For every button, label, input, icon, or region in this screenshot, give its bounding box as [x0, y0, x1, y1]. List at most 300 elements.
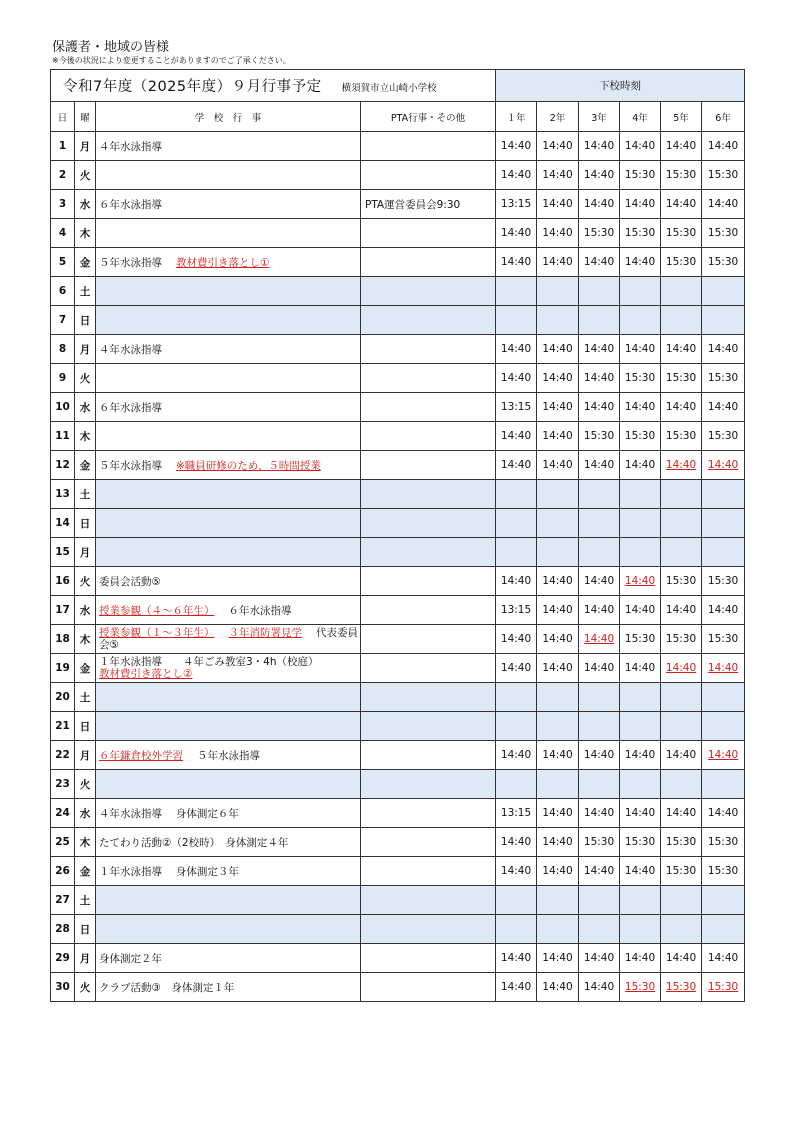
schedule-row [51, 538, 745, 567]
weekday-cell: 土 [75, 886, 96, 915]
dismissal-time-cell [579, 364, 620, 393]
highlighted-event: 授業参観（４～６年生） [99, 604, 215, 617]
dismissal-time-cell [579, 799, 620, 828]
weekday-cell: 月 [75, 132, 96, 161]
column-header-row [51, 102, 745, 132]
dismissal-time: 14:40 [583, 807, 615, 819]
schedule-notice: ※今後の状況により変更することがありますのでご了承ください。 [52, 56, 291, 65]
dismissal-time: 15:30 [707, 227, 739, 239]
dismissal-time-cell [620, 567, 661, 596]
dismissal-time-cell [702, 451, 745, 480]
event-text: ５年水泳指導 [197, 749, 260, 762]
changed-dismissal-time: 14:40 [665, 459, 697, 471]
dismissal-time-cell [661, 973, 702, 1002]
dismissal-time: 14:40 [583, 401, 615, 413]
dismissal-time-cell [620, 538, 661, 567]
dismissal-time: 14:40 [542, 140, 573, 152]
dismissal-time: 14:40 [665, 198, 697, 210]
schedule-row [51, 915, 745, 944]
schedule-row [51, 886, 745, 915]
dismissal-time: 14:40 [542, 807, 573, 819]
dismissal-time-cell [579, 306, 620, 335]
schedule-row [51, 451, 745, 480]
pta-event-cell [361, 335, 496, 364]
dismissal-time-cell [661, 625, 702, 654]
day-cell: 6 [51, 277, 75, 306]
schedule-row [51, 567, 745, 596]
dismissal-time: 14:40 [500, 227, 532, 239]
weekday-cell: 火 [75, 973, 96, 1002]
dismissal-time-cell [620, 799, 661, 828]
dismissal-time: 15:30 [665, 372, 697, 384]
day-cell: 27 [51, 886, 75, 915]
pta-event-cell [361, 683, 496, 712]
dismissal-time-cell [496, 857, 537, 886]
dismissal-time: 14:40 [583, 169, 615, 181]
dismissal-time: 15:30 [707, 633, 739, 645]
dismissal-time-cell [579, 915, 620, 944]
schedule-row [51, 509, 745, 538]
dismissal-time-cell [620, 190, 661, 219]
dismissal-time-cell [702, 654, 745, 683]
day-cell: 28 [51, 915, 75, 944]
dismissal-time-cell [620, 857, 661, 886]
dismissal-time-cell [702, 306, 745, 335]
changed-dismissal-time: 14:40 [707, 662, 739, 674]
day-cell: 29 [51, 944, 75, 973]
col-header-dow: 曜 [75, 102, 96, 132]
dismissal-time-cell [579, 480, 620, 509]
schedule-row [51, 828, 745, 857]
weekday-cell: 金 [75, 248, 96, 277]
school-event-cell [96, 654, 361, 683]
day-cell: 3 [51, 190, 75, 219]
dismissal-time: 14:40 [624, 662, 656, 674]
dismissal-time-cell [579, 944, 620, 973]
dismissal-time-cell [537, 973, 579, 1002]
school-event-cell [96, 161, 361, 190]
pta-event-cell [361, 741, 496, 770]
dismissal-time-cell [702, 944, 745, 973]
dismissal-time-cell [579, 451, 620, 480]
dismissal-time: 14:40 [542, 981, 573, 993]
dismissal-time: 14:40 [583, 749, 615, 761]
dismissal-time-cell [702, 596, 745, 625]
dismissal-time: 14:40 [542, 952, 573, 964]
dismissal-time: 14:40 [707, 807, 739, 819]
dismissal-time: 14:40 [542, 459, 573, 471]
day-cell: 18 [51, 625, 75, 654]
dismissal-time: 14:40 [583, 343, 615, 355]
event-text: ５年水泳指導 [99, 256, 162, 269]
dismissal-time: 14:40 [542, 836, 573, 848]
pta-event-cell [361, 538, 496, 567]
dismissal-time-cell [496, 248, 537, 277]
dismissal-time: 14:40 [500, 256, 532, 268]
dismissal-time-cell [537, 422, 579, 451]
dismissal-time-cell [537, 306, 579, 335]
dismissal-time-cell [702, 538, 745, 567]
dismissal-time: 14:40 [707, 604, 739, 616]
schedule-row [51, 393, 745, 422]
dismissal-time: 14:40 [542, 865, 573, 877]
dismissal-time: 14:40 [665, 749, 697, 761]
dismissal-time-cell [579, 828, 620, 857]
school-event-cell [96, 538, 361, 567]
pta-event-cell: PTA運営委員会9:30 [361, 190, 496, 219]
dismissal-time-cell [661, 770, 702, 799]
schedule-row [51, 161, 745, 190]
dismissal-time: 14:40 [542, 169, 573, 181]
schedule-row [51, 480, 745, 509]
dismissal-time-cell [496, 422, 537, 451]
event-text: ４年水泳指導 身体測定６年 [99, 807, 239, 820]
pta-event-cell [361, 915, 496, 944]
day-cell: 1 [51, 132, 75, 161]
dismissal-time-cell [661, 567, 702, 596]
dismissal-time-cell [496, 335, 537, 364]
school-event-cell [96, 886, 361, 915]
dismissal-time: 14:40 [707, 401, 739, 413]
dismissal-time: 14:40 [500, 749, 532, 761]
school-event-cell [96, 828, 361, 857]
weekday-cell: 水 [75, 799, 96, 828]
pta-event-cell [361, 857, 496, 886]
dismissal-time: 14:40 [542, 256, 573, 268]
dismissal-time: 15:30 [624, 633, 656, 645]
dismissal-time: 15:30 [665, 430, 697, 442]
dismissal-time: 14:40 [542, 430, 573, 442]
school-event-cell [96, 857, 361, 886]
dismissal-time: 14:40 [624, 401, 656, 413]
dismissal-time-cell [537, 886, 579, 915]
day-cell: 16 [51, 567, 75, 596]
dismissal-time-cell [537, 451, 579, 480]
weekday-cell: 日 [75, 915, 96, 944]
school-event-cell [96, 567, 361, 596]
dismissal-time: 14:40 [624, 459, 656, 471]
weekday-cell: 日 [75, 712, 96, 741]
dismissal-time: 14:40 [500, 140, 532, 152]
dismissal-time-cell [702, 625, 745, 654]
dismissal-time-cell [496, 654, 537, 683]
schedule-table [50, 69, 745, 1002]
dismissal-time-cell [537, 393, 579, 422]
dismissal-time-cell [537, 132, 579, 161]
dismissal-time-cell [496, 393, 537, 422]
dismissal-time-cell [661, 944, 702, 973]
schedule-row [51, 596, 745, 625]
event-text: クラブ活動③ 身体測定１年 [99, 981, 235, 994]
dismissal-time-cell [496, 306, 537, 335]
weekday-cell: 日 [75, 509, 96, 538]
dismissal-time-cell [661, 364, 702, 393]
school-event-cell [96, 480, 361, 509]
dismissal-time-cell [579, 712, 620, 741]
dismissal-time-cell [620, 306, 661, 335]
school-event-cell [96, 712, 361, 741]
dismissal-time-cell [537, 509, 579, 538]
day-cell: 13 [51, 480, 75, 509]
schedule-title: 令和7年度（2025年度）９月行事予定 [63, 79, 322, 95]
dismissal-time-cell [496, 509, 537, 538]
dismissal-time-cell [496, 712, 537, 741]
schedule-row [51, 654, 745, 683]
dismissal-time-cell [620, 132, 661, 161]
day-cell: 26 [51, 857, 75, 886]
changed-dismissal-time: 14:40 [583, 633, 615, 645]
dismissal-time: 14:40 [665, 401, 697, 413]
dismissal-time-header: 下校時刻 [496, 70, 745, 102]
dismissal-time-cell [661, 480, 702, 509]
dismissal-time-cell [579, 393, 620, 422]
dismissal-time: 15:30 [707, 169, 739, 181]
dismissal-time: 15:30 [707, 575, 739, 587]
dismissal-time: 14:40 [542, 575, 573, 587]
dismissal-time-cell [661, 393, 702, 422]
dismissal-time-cell [537, 683, 579, 712]
weekday-cell: 水 [75, 393, 96, 422]
dismissal-time: 14:40 [624, 604, 656, 616]
dismissal-time-cell [496, 277, 537, 306]
dismissal-time: 14:40 [583, 575, 615, 587]
dismissal-time-cell [702, 161, 745, 190]
dismissal-time-cell [537, 857, 579, 886]
dismissal-time: 14:40 [583, 981, 615, 993]
changed-dismissal-time: 14:40 [707, 749, 739, 761]
dismissal-time-cell [661, 422, 702, 451]
pta-event-cell [361, 219, 496, 248]
dismissal-time-cell [702, 248, 745, 277]
dismissal-time: 15:30 [665, 575, 697, 587]
dismissal-time: 14:40 [707, 952, 739, 964]
dismissal-time-cell [537, 915, 579, 944]
dismissal-time-cell [661, 132, 702, 161]
dismissal-time-cell [702, 567, 745, 596]
dismissal-time-cell [620, 741, 661, 770]
dismissal-time-cell [661, 451, 702, 480]
dismissal-time-cell [620, 335, 661, 364]
dismissal-time-cell [496, 480, 537, 509]
dismissal-time-cell [537, 799, 579, 828]
day-cell: 30 [51, 973, 75, 1002]
day-cell: 23 [51, 770, 75, 799]
dismissal-time-cell [620, 277, 661, 306]
dismissal-time: 15:30 [624, 430, 656, 442]
event-text: たてわり活動②（2校時） 身体測定４年 [99, 836, 289, 849]
school-name: 横須賀市立山崎小学校 [341, 83, 437, 94]
dismissal-time-cell [661, 596, 702, 625]
dismissal-time: 14:40 [542, 227, 573, 239]
day-cell: 4 [51, 219, 75, 248]
dismissal-time: 15:30 [583, 836, 615, 848]
dismissal-time-cell [620, 219, 661, 248]
dismissal-time-cell [661, 277, 702, 306]
school-event-cell [96, 190, 361, 219]
event-text: ６年水泳指導 [99, 401, 162, 414]
event-text: ４年水泳指導 [99, 343, 162, 356]
dismissal-time: 14:40 [583, 952, 615, 964]
schedule-row [51, 306, 745, 335]
dismissal-time: 14:40 [542, 198, 573, 210]
weekday-cell: 金 [75, 654, 96, 683]
dismissal-time: 15:30 [665, 633, 697, 645]
dismissal-time-cell [702, 915, 745, 944]
dismissal-time: 13:15 [500, 401, 532, 413]
pta-event-cell [361, 770, 496, 799]
dismissal-time: 14:40 [542, 749, 573, 761]
dismissal-time-cell [702, 799, 745, 828]
weekday-cell: 水 [75, 596, 96, 625]
dismissal-time: 14:40 [624, 807, 656, 819]
dismissal-time: 15:30 [583, 430, 615, 442]
schedule-row [51, 364, 745, 393]
event-text: ６年水泳指導 [99, 198, 162, 211]
dismissal-time: 15:30 [707, 372, 739, 384]
schedule-row [51, 944, 745, 973]
weekday-cell: 月 [75, 538, 96, 567]
dismissal-time-cell [620, 944, 661, 973]
dismissal-time-cell [537, 712, 579, 741]
dismissal-time-cell [661, 886, 702, 915]
school-event-cell [96, 364, 361, 393]
dismissal-time-cell [620, 654, 661, 683]
school-event-cell [96, 770, 361, 799]
dismissal-time: 14:40 [583, 662, 615, 674]
col-header-grade-2: 2年 [537, 102, 579, 132]
day-cell: 10 [51, 393, 75, 422]
dismissal-time-cell [579, 741, 620, 770]
dismissal-time-cell [579, 886, 620, 915]
day-cell: 25 [51, 828, 75, 857]
weekday-cell: 月 [75, 944, 96, 973]
event-text: 代表委員会⑤ [99, 627, 358, 651]
day-cell: 2 [51, 161, 75, 190]
col-header-grade-1: １年 [496, 102, 537, 132]
dismissal-time: 15:30 [707, 865, 739, 877]
highlighted-event: ※職員研修のため、５時間授業 [176, 459, 321, 472]
school-event-cell [96, 248, 361, 277]
weekday-cell: 木 [75, 219, 96, 248]
dismissal-time-cell [537, 944, 579, 973]
weekday-cell: 火 [75, 770, 96, 799]
event-text: ６年水泳指導 [228, 604, 292, 617]
highlighted-event: 教材費引き落とし② [99, 668, 193, 680]
dismissal-time-cell [579, 422, 620, 451]
dismissal-time-cell [496, 683, 537, 712]
dismissal-time: 14:40 [500, 633, 532, 645]
dismissal-time-cell [620, 828, 661, 857]
dismissal-time-cell [702, 335, 745, 364]
dismissal-time-cell [496, 451, 537, 480]
school-event-cell [96, 393, 361, 422]
dismissal-time: 14:40 [500, 575, 532, 587]
changed-dismissal-time: 15:30 [707, 981, 739, 993]
dismissal-time: 14:40 [500, 169, 532, 181]
dismissal-time: 14:40 [665, 807, 697, 819]
dismissal-time-cell [661, 712, 702, 741]
dismissal-time: 14:40 [542, 372, 573, 384]
weekday-cell: 土 [75, 683, 96, 712]
schedule-row [51, 770, 745, 799]
pta-event-cell [361, 277, 496, 306]
day-cell: 22 [51, 741, 75, 770]
dismissal-time: 14:40 [583, 459, 615, 471]
col-header-pta: PTA行事・その他 [361, 102, 496, 132]
dismissal-time: 15:30 [707, 430, 739, 442]
dismissal-time: 14:40 [707, 140, 739, 152]
school-event-cell [96, 973, 361, 1002]
changed-dismissal-time: 14:40 [624, 575, 656, 587]
dismissal-time-cell [702, 828, 745, 857]
dismissal-time: 14:40 [665, 952, 697, 964]
pta-event-cell [361, 886, 496, 915]
highlighted-event: 教材費引き落とし① [176, 256, 270, 269]
dismissal-time-cell [620, 451, 661, 480]
dismissal-time-cell [702, 132, 745, 161]
dismissal-time: 14:40 [583, 604, 615, 616]
dismissal-time-cell [579, 654, 620, 683]
school-event-cell [96, 306, 361, 335]
pta-event-cell [361, 132, 496, 161]
event-text: ５年水泳指導 [99, 459, 162, 472]
dismissal-time-cell [579, 509, 620, 538]
dismissal-time-cell [661, 509, 702, 538]
dismissal-time-cell [537, 625, 579, 654]
dismissal-time-cell [496, 364, 537, 393]
dismissal-time-cell [702, 973, 745, 1002]
dismissal-time: 14:40 [665, 604, 697, 616]
dismissal-time-cell [496, 596, 537, 625]
schedule-row [51, 712, 745, 741]
dismissal-time-cell [620, 161, 661, 190]
dismissal-time: 13:15 [500, 604, 532, 616]
schedule-row [51, 857, 745, 886]
col-header-day: 日 [51, 102, 75, 132]
event-text: 身体測定２年 [99, 952, 162, 965]
dismissal-time-cell [537, 277, 579, 306]
dismissal-time: 14:40 [665, 140, 697, 152]
greeting-heading: 保護者・地域の皆様 [52, 40, 170, 55]
dismissal-time-cell [620, 915, 661, 944]
col-header-school-events: 学 校 行 事 [96, 102, 361, 132]
dismissal-time-cell [496, 625, 537, 654]
dismissal-time: 14:40 [500, 836, 532, 848]
schedule-row [51, 277, 745, 306]
dismissal-time: 14:40 [500, 865, 532, 877]
pta-event-cell [361, 509, 496, 538]
day-cell: 24 [51, 799, 75, 828]
dismissal-time: 14:40 [500, 981, 532, 993]
dismissal-time: 14:40 [707, 198, 739, 210]
dismissal-time: 14:40 [583, 140, 615, 152]
weekday-cell: 火 [75, 161, 96, 190]
highlighted-event: 授業参観（１～３年生） [99, 627, 215, 639]
weekday-cell: 土 [75, 277, 96, 306]
weekday-cell: 金 [75, 857, 96, 886]
dismissal-time-cell [496, 538, 537, 567]
day-cell: 8 [51, 335, 75, 364]
dismissal-time-cell [661, 683, 702, 712]
dismissal-time-cell [702, 422, 745, 451]
dismissal-time-cell [496, 886, 537, 915]
dismissal-time-cell [579, 596, 620, 625]
weekday-cell: 水 [75, 190, 96, 219]
dismissal-time-cell [702, 509, 745, 538]
schedule-row [51, 422, 745, 451]
weekday-cell: 火 [75, 364, 96, 393]
col-header-grade-4: 4年 [620, 102, 661, 132]
